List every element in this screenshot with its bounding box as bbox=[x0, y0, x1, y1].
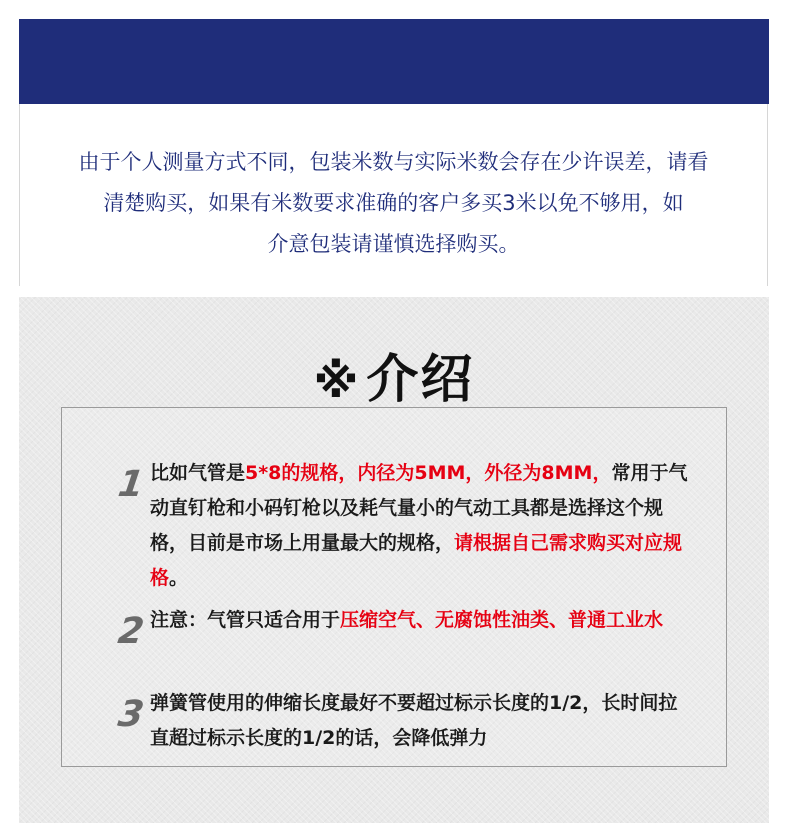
item-text bbox=[150, 456, 695, 596]
notice-line: 由于个人测量方式不同，包装米数与实际米数会存在少许误差，请看 bbox=[78, 150, 709, 174]
item-number: 2 bbox=[115, 611, 147, 652]
item-text-part: 比如气管是 bbox=[150, 462, 246, 484]
item-text-part: 。 bbox=[169, 567, 189, 589]
item-number: 1 bbox=[115, 464, 147, 505]
item-number: 3 bbox=[115, 694, 147, 735]
item-text bbox=[150, 603, 695, 638]
measurement-notice bbox=[20, 142, 767, 265]
intro-heading bbox=[19, 337, 769, 412]
item-highlight: 压缩空气、无腐蚀性油类、普通工业水 bbox=[340, 609, 664, 631]
intro-title-text: 介绍 bbox=[366, 350, 475, 410]
notice-line: 介意包装请谨慎选择购买。 bbox=[267, 232, 520, 256]
info-panel bbox=[61, 407, 727, 767]
item-highlight: 请根据自己需求购买对应规格 bbox=[150, 532, 683, 589]
notice-box bbox=[19, 104, 768, 286]
intro-section bbox=[19, 297, 769, 823]
item-text-part: 弹簧管使用的伸缩长度最好不要超过标示长度的1/2，长时间拉直超过标示长度的1/2的话，会降低弹力 bbox=[150, 692, 678, 749]
reference-mark-icon: ※ bbox=[313, 354, 361, 408]
item-text bbox=[150, 686, 695, 756]
header-banner bbox=[19, 19, 769, 104]
item-highlight: 5*8的规格，内径为5MM，外径为8MM， bbox=[245, 462, 612, 484]
item-text-part: 常用于气动直钉枪和小码钉枪以及耗气量小的气动工具都是选择这个规格，目前是市场上用量最大的规格， bbox=[150, 462, 688, 554]
item-text-part: 注意：气管只适合用于 bbox=[150, 609, 341, 631]
notice-line: 清楚购买，如果有米数要求准确的客户多买3米以免不够用，如 bbox=[103, 191, 684, 215]
